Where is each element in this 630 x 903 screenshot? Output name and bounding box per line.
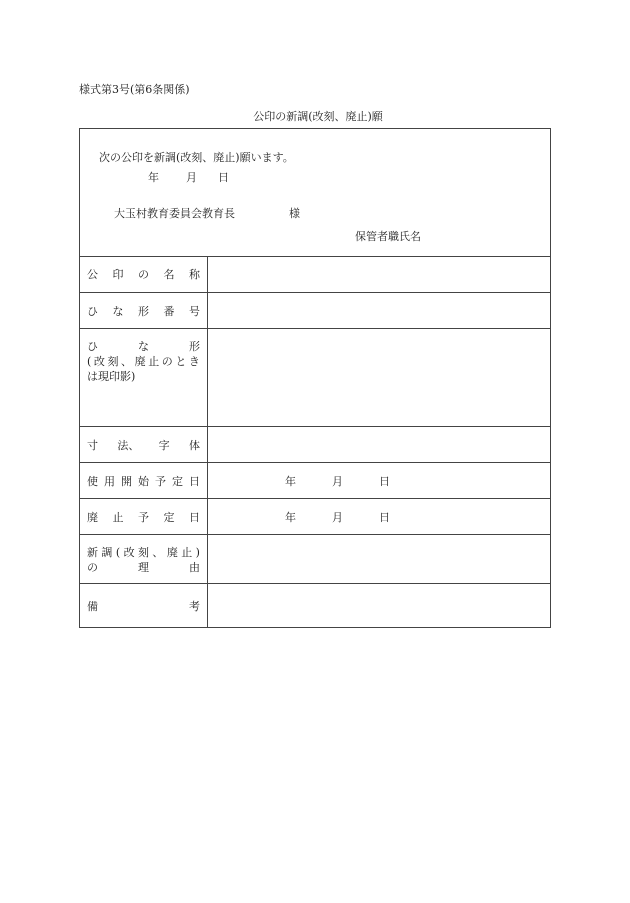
label-char: き — [188, 355, 200, 368]
document-title: 公印の新調(改刻、廃止)願 — [253, 110, 383, 123]
label-char: な — [138, 340, 149, 353]
size-font-label — [80, 427, 208, 462]
label-char: 定 — [163, 510, 175, 524]
label-char: 備 — [87, 599, 98, 613]
date-day-label: 日 — [218, 171, 229, 184]
label-char: 印 — [112, 268, 124, 281]
label-char: 考 — [189, 599, 200, 613]
label-char: 始 — [138, 474, 149, 488]
label-char: 形 — [138, 304, 149, 318]
label-char: の — [161, 355, 173, 368]
reason-field[interactable] — [209, 535, 550, 583]
label-char: 廃 — [87, 510, 98, 524]
label-char: 予 — [138, 510, 149, 524]
start-date-row — [80, 463, 550, 499]
label-char: 用 — [104, 474, 115, 488]
abolish-day-label: 日 — [379, 510, 390, 524]
size-font-row — [80, 427, 550, 463]
label-text: は現印影) — [87, 370, 136, 383]
label-char: 刻 — [137, 546, 149, 559]
request-text: 次の公印を新調(改刻、廃止)願います。 — [99, 151, 294, 164]
label-char: ) — [195, 546, 200, 559]
label-char: 法、 — [117, 438, 140, 452]
honorific: 様 — [289, 207, 300, 220]
abolish-date-field[interactable] — [209, 499, 550, 534]
abolish-month-label: 月 — [332, 510, 343, 524]
label-char: 称 — [189, 268, 200, 281]
label-char: 廃 — [134, 355, 146, 368]
start-day-label: 日 — [379, 474, 390, 488]
mold-image-field[interactable] — [209, 329, 550, 426]
seal-name-label — [80, 256, 208, 292]
remarks-field[interactable] — [209, 584, 550, 627]
label-char: 止 — [148, 355, 160, 368]
label-char: 形 — [189, 340, 200, 353]
label-char: ( — [87, 355, 92, 368]
date-month-label: 月 — [186, 171, 197, 184]
label-char: 字 — [158, 438, 170, 452]
mold-number-field[interactable] — [209, 293, 550, 328]
label-char: 公 — [87, 268, 98, 281]
addressee: 大玉村教育委員会教育長 — [114, 207, 235, 220]
label-char: ひ — [87, 304, 98, 318]
seal-name-row — [80, 256, 550, 293]
label-char: 定 — [172, 474, 183, 488]
request-section — [80, 129, 550, 257]
label-char: 予 — [155, 474, 166, 488]
mold-number-label — [80, 293, 208, 328]
label-char: 番 — [163, 304, 175, 318]
reason-row — [80, 535, 550, 584]
label-char: ひ — [87, 340, 98, 353]
mold-image-label — [80, 329, 208, 426]
label-char: 調 — [101, 546, 113, 559]
label-char: 由 — [189, 561, 200, 574]
remarks-label — [80, 584, 208, 627]
label-char: と — [175, 355, 187, 368]
abolish-year-label: 年 — [285, 510, 296, 524]
label-char: 刻 — [107, 355, 119, 368]
label-char: 名 — [163, 268, 175, 281]
abolish-date-label — [80, 499, 208, 534]
size-font-field[interactable] — [209, 427, 550, 462]
remarks-row — [80, 584, 550, 627]
label-char: 日 — [189, 474, 200, 488]
label-char: 号 — [189, 304, 200, 318]
label-char: ( — [115, 546, 121, 559]
start-month-label: 月 — [332, 474, 343, 488]
custodian-label: 保管者職氏名 — [355, 230, 421, 243]
start-date-label — [80, 463, 208, 498]
mold-number-row — [80, 293, 550, 329]
label-char: の — [87, 561, 98, 574]
label-char: 改 — [93, 355, 105, 368]
label-char: 新 — [87, 546, 98, 559]
label-char: 体 — [188, 438, 200, 452]
label-char: 、 — [121, 355, 133, 368]
label-char: の — [138, 268, 149, 281]
label-char: 改 — [123, 546, 135, 559]
label-char: 、 — [152, 546, 164, 559]
label-char: 止 — [181, 546, 193, 559]
reason-label — [80, 535, 208, 583]
label-char: 理 — [138, 561, 149, 574]
seal-name-field[interactable] — [209, 256, 550, 292]
date-year-label: 年 — [148, 171, 159, 184]
start-date-field[interactable] — [209, 463, 550, 498]
application-form — [79, 128, 551, 628]
start-year-label: 年 — [285, 474, 296, 488]
form-ref: 様式第3号(第6条関係) — [79, 83, 190, 96]
label-char: 寸 — [87, 438, 98, 452]
label-char: 使 — [87, 474, 98, 488]
label-char: 開 — [121, 474, 132, 488]
label-char: 廃 — [166, 546, 178, 559]
label-char: 止 — [112, 510, 124, 524]
label-char: な — [112, 304, 124, 318]
abolish-date-row — [80, 499, 550, 535]
mold-image-row — [80, 329, 550, 427]
label-char: 日 — [189, 510, 200, 524]
